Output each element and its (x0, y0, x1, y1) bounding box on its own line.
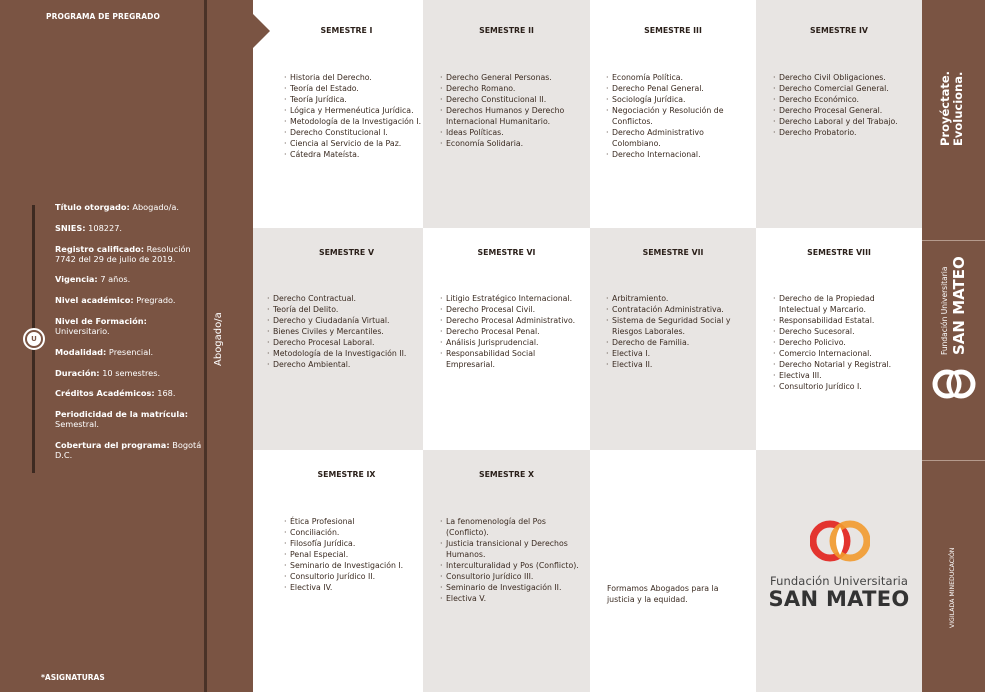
course-item: · Ciencia al Servicio de la Paz. (284, 138, 424, 149)
strip-brand-name: SAN MATEO (950, 256, 968, 355)
semester-cell-5 (253, 228, 423, 450)
course-item: · Derecho Procesal Laboral. (267, 337, 423, 348)
course-item: · Economía Solidaria. (440, 138, 585, 149)
course-item: · Teoría Jurídica. (284, 94, 424, 105)
brand-cell (756, 450, 922, 692)
strip-brand-foundation: Fundación Universitaria (940, 266, 949, 355)
course-item: · Electiva V. (440, 593, 585, 604)
course-item: · Derechos Humanos y Derecho Internacional Humanitario. (440, 105, 585, 127)
semester-title: SEMESTRE I (320, 26, 373, 35)
course-list (440, 72, 585, 149)
info-nivel-formacion: Nivel de Formación: Universitario. (55, 315, 147, 336)
semester-title: SEMESTRE II (479, 26, 534, 35)
info-title: Título otorgado: Abogado/a. (55, 202, 179, 212)
program-info-list (55, 202, 203, 471)
course-item: · Derecho Procesal Administrativo. (440, 315, 585, 326)
course-item: · Derecho Probatorio. (773, 127, 918, 138)
course-item: · Metodología de la Investigación I. (284, 116, 424, 127)
semester-title: SEMESTRE V (318, 248, 375, 257)
semester-grid (253, 0, 922, 692)
course-item: · Derecho Notarial y Registral. (773, 359, 898, 370)
semester-title: SEMESTRE X (478, 470, 535, 479)
closing-cell (590, 450, 756, 692)
university-badge (23, 328, 45, 350)
course-item: · Teoría del Estado. (284, 83, 424, 94)
course-item: · Análisis Jurisprudencial. (440, 337, 585, 348)
course-list (606, 72, 741, 160)
semester-cell-7 (590, 228, 756, 450)
course-item: · Bienes Civiles y Mercantiles. (267, 326, 423, 337)
course-item: · Seminario de Investigación I. (284, 560, 424, 571)
info-snies: SNIES: 108227. (55, 222, 123, 233)
slogan (939, 71, 965, 146)
info-periodicidad: Periodicidad de la matrícula: Semestral. (55, 409, 188, 430)
course-item: · Derecho Romano. (440, 83, 585, 94)
course-item: · Arbitramiento. (606, 293, 746, 304)
badge-letter: U (27, 332, 41, 346)
course-list (440, 293, 585, 370)
vigilada-label: VIGILADA MINEDUCACIÓN (949, 547, 956, 628)
course-item: · Derecho de la Propiedad Intelectual y Marcario. (773, 293, 898, 315)
course-item: · Cátedra Mateísta. (284, 149, 424, 160)
course-item: · Litigio Estratégico Internacional. (440, 293, 585, 304)
course-item: · Derecho Constitucional I. (284, 127, 424, 138)
course-list (284, 72, 424, 160)
course-item: · Derecho Policivo. (773, 337, 898, 348)
course-item: · Filosofía Jurídica. (284, 538, 424, 549)
semester-title: SEMESTRE IV (810, 26, 868, 35)
semester-cell-1 (270, 0, 423, 228)
course-item: · Electiva III. (773, 370, 898, 381)
info-modalidad: Modalidad: Presencial. (55, 346, 154, 357)
course-item: · Derecho Procesal Civil. (440, 304, 585, 315)
course-item: · Derecho de Familia. (606, 337, 746, 348)
semester-title: SEMESTRE III (644, 26, 702, 35)
course-item: · Derecho General Personas. (440, 72, 585, 83)
strip-divider (922, 460, 985, 461)
course-item: · Justicia transicional y Derechos Humanos. (440, 538, 585, 560)
slogan-line-1: Proyéctate. (938, 70, 952, 146)
semester-cell-6 (423, 228, 590, 450)
course-item: · Responsabilidad Social Empresarial. (440, 348, 585, 370)
course-item: · Electiva IV. (284, 582, 424, 593)
course-item: · Metodología de la Investigación II. (267, 348, 423, 359)
right-brand-strip (922, 0, 985, 692)
course-item: · Derecho Civil Obligaciones. (773, 72, 918, 83)
closing-statement: Formamos Abogados para la justicia y la equidad. (607, 584, 719, 604)
course-item: · Consultorio Jurídico I. (773, 381, 898, 392)
course-item: · Consultorio Jurídico II. (284, 571, 424, 582)
course-item: · Derecho Procesal Penal. (440, 326, 585, 337)
course-item: · La fenomenología del Pos (Conflicto). (440, 516, 585, 538)
course-item: · Sistema de Seguridad Social y Riesgos Laborales. (606, 315, 746, 337)
course-item: · Negociación y Resolución de Conflictos. (606, 105, 741, 127)
course-list (440, 516, 585, 604)
left-divider (204, 0, 207, 692)
info-cobertura: Cobertura del programa: Bogotá D.C. (55, 439, 202, 460)
brand-foundation-text: Fundación Universitaria (770, 574, 908, 588)
course-item: · Comercio Internacional. (773, 348, 898, 359)
course-item: · Derecho Ambiental. (267, 359, 423, 370)
course-item: · Responsabilidad Estatal. (773, 315, 898, 326)
course-item: · Conciliación. (284, 527, 424, 538)
course-item: · Consultorio Jurídico III. (440, 571, 585, 582)
course-item: · Derecho Constitucional II. (440, 94, 585, 105)
semester-cell-9 (270, 450, 423, 692)
course-item: · Ideas Políticas. (440, 127, 585, 138)
course-item: · Derecho Penal General. (606, 83, 741, 94)
slogan-line-2: Evoluciona. (951, 71, 965, 146)
course-item: · Interculturalidad y Pos (Conflicto). (440, 560, 585, 571)
program-type-label: PROGRAMA DE PREGRADO (46, 12, 160, 21)
semester-cell-4 (756, 0, 922, 228)
info-duracion: Duración: 10 semestres. (55, 367, 161, 378)
course-item: · Derecho Procesal General. (773, 105, 918, 116)
course-item: · Teoría del Delito. (267, 304, 423, 315)
semester-title: SEMESTRE IX (317, 470, 376, 479)
semester-title: SEMESTRE VI (477, 248, 536, 257)
info-nivel-academico: Nivel académico: Pregrado. (55, 295, 176, 306)
degree-vertical-label: Abogado/a (213, 312, 224, 366)
course-item: · Sociología Jurídica. (606, 94, 741, 105)
course-item: · Electiva II. (606, 359, 746, 370)
semester-cell-2 (423, 0, 590, 228)
semester-title: SEMESTRE VII (642, 248, 704, 257)
course-item: · Derecho Económico. (773, 94, 918, 105)
course-item: · Derecho Comercial General. (773, 83, 918, 94)
course-item: · Economía Política. (606, 72, 741, 83)
course-item: · Derecho y Ciudadanía Virtual. (267, 315, 423, 326)
strip-divider (922, 240, 985, 241)
course-item: · Historia del Derecho. (284, 72, 424, 83)
semester-title: SEMESTRE VIII (807, 248, 871, 257)
course-item: · Contratación Administrativa. (606, 304, 746, 315)
course-item: · Penal Especial. (284, 549, 424, 560)
san-mateo-logo-icon (810, 512, 870, 570)
footer-asignaturas: *ASIGNATURAS (41, 673, 105, 682)
course-list (267, 293, 423, 370)
course-item: · Lógica y Hermenéutica Jurídica. (284, 105, 424, 116)
course-item: · Derecho Laboral y del Trabajo. (773, 116, 918, 127)
course-list (773, 72, 918, 138)
semester-cell-3 (590, 0, 756, 228)
course-list (284, 516, 424, 593)
course-item: · Derecho Administrativo Colombiano. (606, 127, 741, 149)
semester-cell-8 (756, 228, 922, 450)
course-list (606, 293, 746, 370)
course-item: · Derecho Internacional. (606, 149, 741, 160)
course-item: · Derecho Sucesoral. (773, 326, 898, 337)
course-item: · Electiva I. (606, 348, 746, 359)
brand-name-text: SAN MATEO (768, 587, 910, 611)
info-vigencia: Vigencia: 7 años. (55, 274, 131, 285)
course-item: · Derecho Contractual. (267, 293, 423, 304)
info-creditos: Créditos Académicos: 168. (55, 388, 176, 399)
info-registro: Registro calificado: Resolución 7742 del 29 de julio de 2019. (55, 243, 191, 264)
semester-cell-10 (423, 450, 590, 692)
course-item: · Ética Profesional (284, 516, 424, 527)
course-list (773, 293, 898, 392)
strip-logo-icon (931, 362, 977, 406)
course-item: · Seminario de Investigación II. (440, 582, 585, 593)
